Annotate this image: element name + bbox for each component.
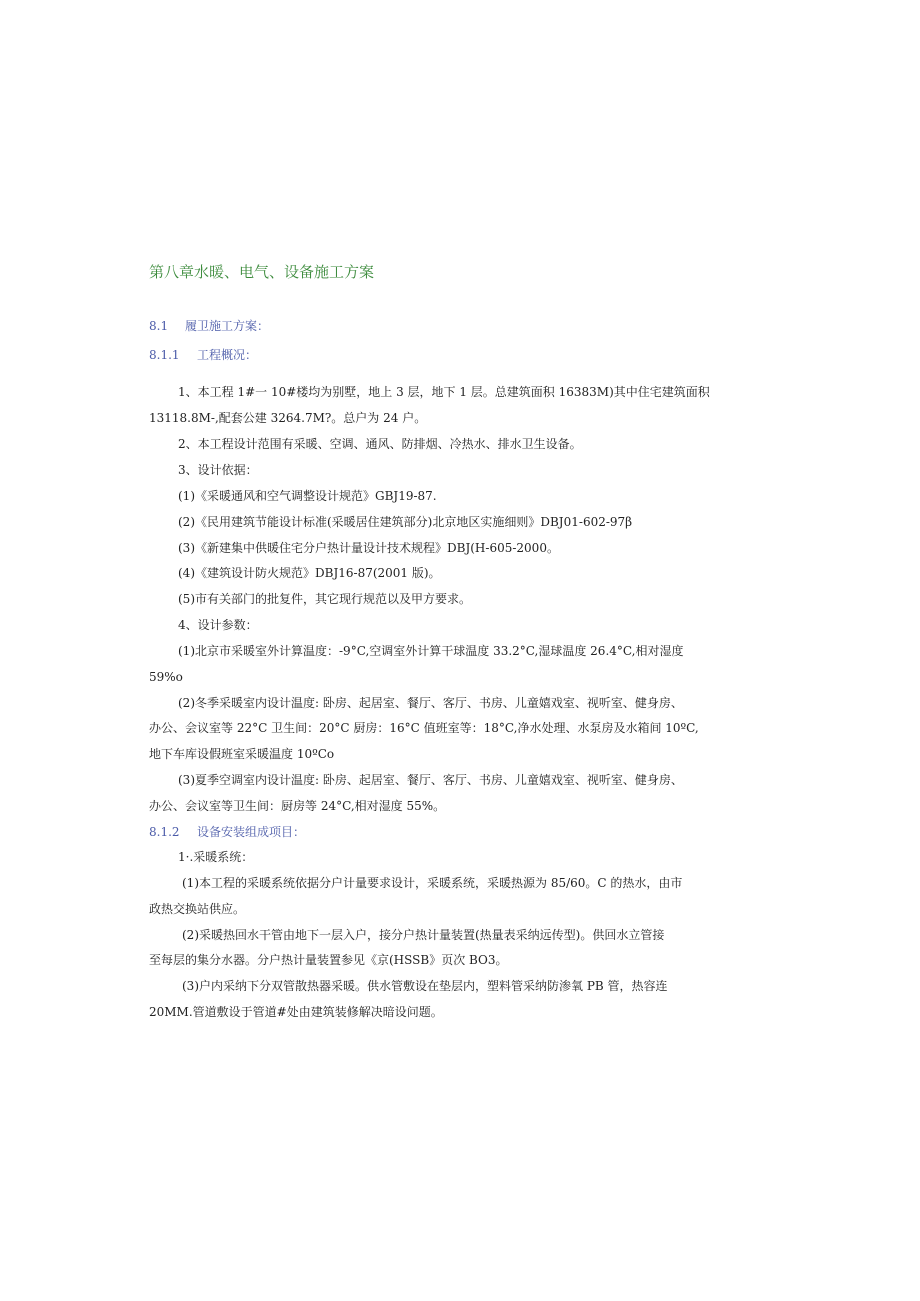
section-number: 8.1 [149,319,169,333]
paragraph-line: 4、设计参数： [178,618,258,632]
paragraph-line: (5)市有关部门的批复件，其它现行规范以及甲方要求。 [178,592,472,606]
section-8-1-2-heading [149,823,305,840]
paragraph-line: (1)北京市采暖室外计算温度：-9°C,空调室外计算干球温度 33.2°C,湿球温度 26.4°C,相对湿度 [178,644,684,658]
paragraph-line: 13118.8M-,配套公建 3264.7M?。总户为 24 户。 [149,411,427,425]
paragraph-line: (3)《新建集中供暖住宅分户热计量设计技术规程》DBJ(H-605-2000。 [178,541,559,555]
paragraph-line: 办公、会议室等卫生间：厨房等 24°C,相对湿度 55%。 [149,799,446,813]
section-title: 设备安装组成项目： [197,825,306,839]
paragraph-line: 1、本工程 1#一 10#楼均为别墅，地上 3 层，地下 1 层。总建筑面积 16383M)其中住宅建筑面积 [178,385,710,399]
paragraph-line: 地下车库设假班室采暖温度 10ºCo [149,747,335,761]
section-8-1-heading [149,317,269,334]
section-8-1-1-heading [149,346,257,363]
paragraph-line: (2)《民用建筑节能设计标准(采暖居住建筑部分)北京地区实施细则》DBJ01-602-97β [178,515,633,529]
paragraph-line: (2)采暖热回水干管由地下一层入户，接分户热计量装置(热量表采纳远传型)。供回水立管接 [182,928,665,942]
paragraph-line: 20MM.管道敷设于管道#处由建筑装修解决暗设问题。 [149,1005,443,1019]
paragraph-line: (1)《采暖通风和空气调整设计规范》GBJ19-87. [178,489,437,503]
chapter-title: 第八章水暖、电气、设备施工方案 [149,263,375,281]
paragraph-line: 政热交换站供应。 [149,902,246,916]
paragraph-line: 办公、会议室等 22°C 卫生间：20°C 厨房：16°C 值班室等：18°C,净水处理、水泵房及水箱间 10ºC, [149,721,699,735]
paragraph-line: 59%o [149,670,183,684]
paragraph-line: (3)夏季空调室内设计温度: 卧房、起居室、餐厅、客厅、书房、儿童嬉戏室、视听室、健身房、 [178,773,683,787]
paragraph-line: (3)户内采纳下分双管散热器采暖。供水管敷设在垫层内，塑料管采纳防渗氧 PB 管，热容连 [182,979,668,993]
paragraph-line: 3、设计依据： [178,463,258,477]
paragraph-line: 至每层的集分水器。分户热计量装置参见《京(HSSB》页次 BO3。 [149,953,508,967]
section-title: 履卫施工方案： [185,319,270,333]
section-number: 8.1.1 [149,348,180,362]
section-title: 工程概况： [197,348,258,362]
paragraph-line: 1·.采暖系统： [178,850,254,864]
paragraph-line: (2)冬季采暖室内设计温度: 卧房、起居室、餐厅、客厅、书房、儿童嬉戏室、视听室、健身房、 [178,696,683,710]
paragraph-line: (4)《建筑设计防火规范》DBJ16-87(2001 版)。 [178,566,441,580]
section-number: 8.1.2 [149,825,180,839]
paragraph-line: 2、本工程设计范围有采暖、空调、通风、防排烟、冷热水、排水卫生设备。 [178,437,582,451]
paragraph-line: (1)本工程的采暖系统依据分户计量要求设计，采暖系统，采暖热源为 85/60。C 的热水，由市 [182,876,683,890]
